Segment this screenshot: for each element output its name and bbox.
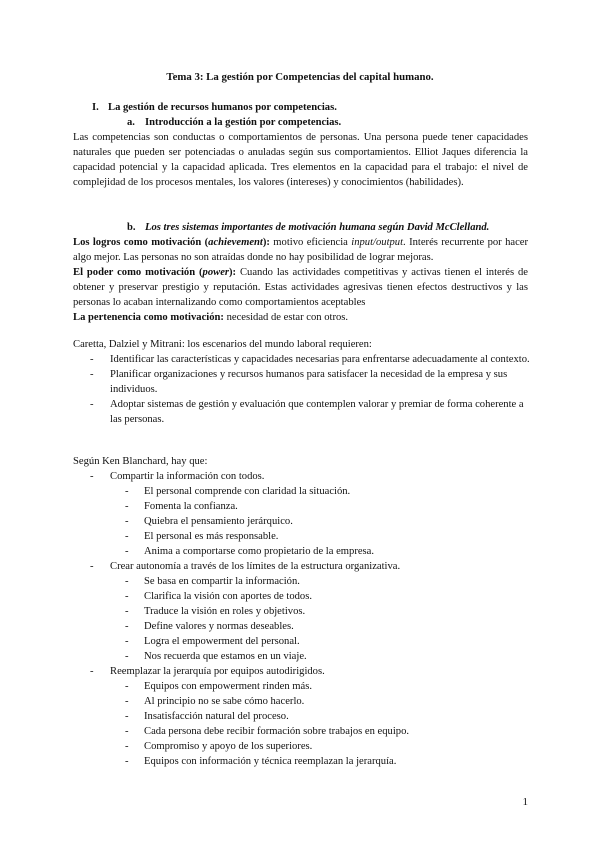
logros-text-1: motivo eficiencia [269, 237, 352, 248]
group-label: Crear autonomía a través de los límites de la estructura organizativa. [110, 561, 401, 572]
intro-text: Las competencias son conductas o comportamientos de personas. Una persona puede tener capacidades naturales que pueden ser potenciadas o anuladas según sus comportamientos. Elliot Jaques diferencia la capacidad potencial y la capacidad aplicada. Tres elementos en la capacidad para el trabajo: el nivel de complejidad de los procesos mentales, los valores (intereses) y conocimientos (habilidades). [73, 132, 528, 188]
sub-list-item: - El personal comprende con claridad la situación. [73, 484, 533, 499]
group-label: Compartir la información con todos. [110, 471, 265, 482]
sub-list-item: - Cada persona debe recibir formación sobre trabajos en equipo. [73, 724, 533, 739]
sub-list-item: - Equipos con empowerment rinden más. [73, 679, 533, 694]
logros-lead: Los logros como motivación ( [73, 237, 209, 248]
sub-list-item: - Anima a comportarse como propietario de la empresa. [73, 544, 533, 559]
sub-list-item: - Compromiso y apoyo de los superiores. [73, 739, 533, 754]
sub-list [110, 574, 533, 664]
poder-lead-close: ): [229, 267, 237, 278]
logros-text-2: . Interés recurrente por hacer algo mejor. Las personas no son atraídas donde no hay posibilidad de lograr mejoras. [73, 237, 529, 263]
sub-list-item: - Se basa en compartir la información. [73, 574, 533, 589]
group-label: Reemplazar la jerarquía por equipos autodirigidos. [110, 666, 325, 677]
logros-text-italic: input/output [351, 237, 404, 248]
poder-paragraph [73, 265, 528, 310]
section-number: I. [92, 102, 99, 113]
sub-list-item: - Insatisfacción natural del proceso. [73, 709, 533, 724]
logros-paragraph [73, 235, 528, 265]
poder-lead: El poder como motivación ( [73, 267, 203, 278]
motivation-block [73, 235, 528, 325]
caretta-list [73, 352, 533, 427]
subsection-a-title: Introducción a la gestión por competencias. [145, 117, 342, 128]
sub-list-item: - Nos recuerda que estamos en un viaje. [73, 649, 533, 664]
subsection-a-heading [127, 115, 341, 130]
pertenencia-text: necesidad de estar con otros. [223, 312, 349, 323]
caretta-intro: Caretta, Dalziel y Mitrani: los escenarios del mundo laboral requieren: [73, 339, 372, 350]
subsection-b-letter: b. [127, 222, 136, 233]
sub-list-item: - El personal es más responsable. [73, 529, 533, 544]
sub-list-item: - Define valores y normas deseables. [73, 619, 533, 634]
page-number: 1 [522, 796, 528, 808]
pertenencia-paragraph [73, 310, 528, 325]
subsection-b-heading [127, 220, 489, 235]
sub-list-item: - Logra el empowerment del personal. [73, 634, 533, 649]
document-title: Tema 3: La gestión por Competencias del capital humano. [166, 71, 434, 83]
sub-list-item: - Equipos con información y técnica reemplazan la jerarquía. [73, 754, 533, 769]
subsection-a-letter: a. [127, 117, 135, 128]
section-title: La gestión de recursos humanos por competencias. [108, 102, 337, 113]
pertenencia-lead: La pertenencia como motivación: [73, 312, 224, 323]
poder-lead-italic: power [202, 267, 230, 278]
section-heading [92, 100, 337, 115]
intro-paragraph [73, 130, 528, 190]
sub-list [110, 679, 533, 769]
sub-list-item: - Clarifica la visión con aportes de todos. [73, 589, 533, 604]
list-item [73, 559, 533, 664]
logros-lead-close: ): [262, 237, 270, 248]
poder-text: Cuando las actividades competitivas y activas tienen el interés de obtener y preservar prestigio y reputación. Estas actividades agresivas tienen efectos destructivos y las personas lo acaban internalizando como comportamientos aceptables [73, 267, 528, 308]
list-item: - Adoptar sistemas de gestión y evaluación que contemplen valorar y premiar de forma coherente a las personas. [73, 397, 533, 427]
list-item: - Planificar organizaciones y recursos humanos para satisfacer la necesidad de la empresa y sus individuos. [73, 367, 533, 397]
list-item: - Identificar las características y capacidades necesarias para enfrentarse adecuadamente al contexto. [73, 352, 533, 367]
blanchard-intro: Según Ken Blanchard, hay que: [73, 456, 208, 467]
sub-list [110, 484, 533, 559]
blanchard-list [73, 469, 533, 769]
sub-list-item: - Quiebra el pensamiento jerárquico. [73, 514, 533, 529]
subsection-b-title: Los tres sistemas importantes de motivación humana según David McClelland. [145, 222, 490, 233]
sub-list-item: - Traduce la visión en roles y objetivos. [73, 604, 533, 619]
sub-list-item: - Al principio no se sabe cómo hacerlo. [73, 694, 533, 709]
logros-lead-italic: achievement [208, 237, 263, 248]
sub-list-item: - Fomenta la confianza. [73, 499, 533, 514]
list-item [73, 469, 533, 559]
list-item [73, 664, 533, 769]
